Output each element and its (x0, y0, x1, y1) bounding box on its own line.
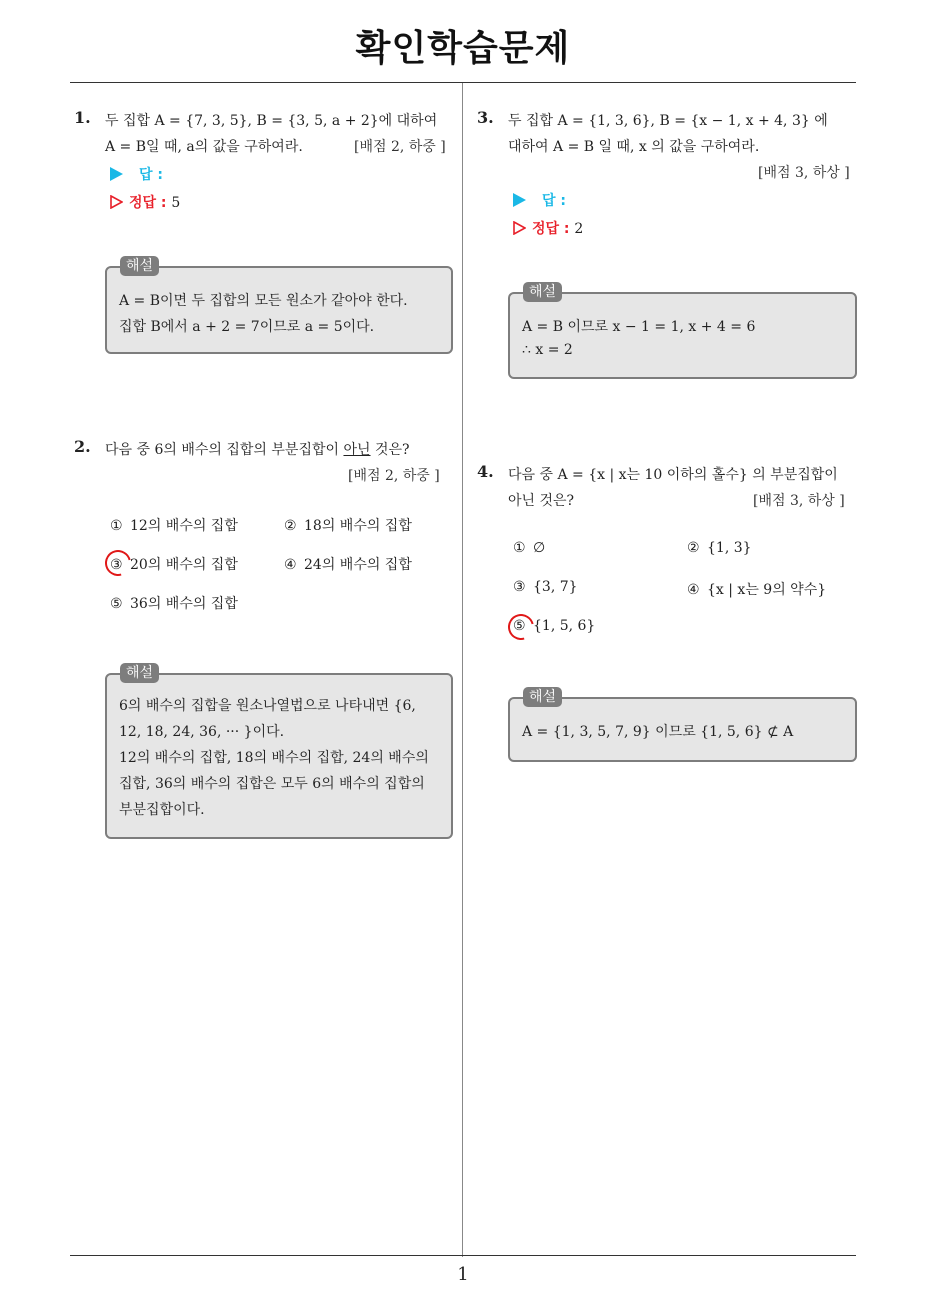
choice-5[interactable]: ⑤ 36의 배수의 집합 (110, 596, 238, 612)
question-1 (74, 108, 458, 368)
choice-2[interactable]: ② {1, 3} (687, 540, 752, 556)
solution-line4: 집합, 36의 배수의 집합은 모두 6의 배수의 집합의 (119, 776, 425, 792)
correct-answer-value: 2 (574, 221, 584, 237)
question-2 (74, 437, 458, 847)
question-number: 4. (477, 462, 494, 481)
solution-line1: A = {1, 3, 5, 7, 9} 이므로 {1, 5, 6} ⊄ A (522, 724, 794, 740)
outline-triangle-icon (513, 221, 526, 235)
answer-row (110, 164, 163, 184)
play-icon (513, 193, 526, 207)
solution-tag: 해설 (120, 663, 159, 683)
solution-box (508, 292, 857, 379)
outline-triangle-icon (110, 195, 123, 209)
question-text-line1: 두 집합 A = {1, 3, 6}, B = {x − 1, x + 4, 3} 에 (508, 113, 828, 129)
solution-line2: 집합 B에서 a + 2 = 7이므로 a = 5이다. (119, 319, 375, 335)
question-meta: [배점 3, 하상 ] (758, 165, 850, 181)
correct-answer-row (110, 192, 180, 212)
solution-tag: 해설 (120, 256, 159, 276)
answer-label: 답 : (542, 193, 566, 209)
question-text-line2: 아닌 것은? (508, 493, 575, 509)
page-title: 확인학습문제 (355, 28, 571, 69)
solution-tag: 해설 (523, 282, 562, 302)
page-number: 1 (457, 1264, 469, 1285)
column-divider (462, 83, 463, 1257)
solution-line1: 6의 배수의 집합을 원소나열법으로 나타내면 {6, (119, 698, 416, 714)
solution-line3: 12의 배수의 집합, 18의 배수의 집합, 24의 배수의 (119, 750, 429, 766)
solution-line5: 부분집합이다. (119, 802, 205, 818)
question-number: 1. (74, 108, 91, 127)
question-text-line1: 두 집합 A = {7, 3, 5}, B = {3, 5, a + 2}에 대하여 (105, 113, 438, 129)
choice-4[interactable]: ④ 24의 배수의 집합 (284, 557, 412, 573)
choice-1[interactable]: ① 12의 배수의 집합 (110, 518, 238, 534)
bottom-divider (70, 1255, 856, 1256)
question-text-line2: A = B일 때, a의 값을 구하여라. (105, 139, 303, 155)
answer-label: 답 : (139, 167, 163, 183)
choice-3[interactable]: ③ 20의 배수의 집합 (110, 557, 238, 573)
choice-4[interactable]: ④ {x | x는 9의 약수} (687, 582, 827, 598)
question-meta: [배점 3, 하상 ] (753, 493, 845, 509)
correct-label: 정답 : (129, 195, 167, 211)
correct-label: 정답 : (532, 221, 570, 237)
question-4 (477, 462, 861, 772)
solution-line1: A = B 이므로 x − 1 = 1, x + 4 = 6 (522, 319, 756, 335)
question-number: 2. (74, 437, 91, 456)
solution-box (508, 697, 857, 762)
solution-line1: A = B이면 두 집합의 모든 원소가 같아야 한다. (119, 293, 408, 309)
question-text-line1: 다음 중 6의 배수의 집합의 부분집합이 아닌 것은? (105, 442, 410, 458)
solution-line2: ∴ x = 2 (522, 342, 573, 358)
question-3 (477, 108, 861, 388)
top-divider (70, 82, 856, 83)
solution-box (105, 673, 453, 839)
question-meta: [배점 2, 하중 ] (348, 468, 440, 484)
choice-5[interactable]: ⑤ {1, 5, 6} (513, 618, 596, 634)
solution-box (105, 266, 453, 354)
correct-answer-value: 5 (171, 195, 181, 211)
question-number: 3. (477, 108, 494, 127)
solution-tag: 해설 (523, 687, 562, 707)
question-text-line2: 대하여 A = B 일 때, x 의 값을 구하여라. (508, 139, 760, 155)
choice-1[interactable]: ① ∅ (513, 540, 546, 556)
question-text-line1: 다음 중 A = {x | x는 10 이하의 홀수} 의 부분집합이 (508, 467, 838, 483)
choice-2[interactable]: ② 18의 배수의 집합 (284, 518, 412, 534)
choice-3[interactable]: ③ {3, 7} (513, 579, 578, 595)
play-icon (110, 167, 123, 181)
answer-mark-circle (100, 545, 136, 581)
answer-mark-circle (503, 609, 539, 645)
correct-answer-row (513, 218, 583, 238)
solution-line2: 12, 18, 24, 36, ··· }이다. (119, 724, 285, 740)
question-meta: [배점 2, 하중 ] (354, 139, 446, 155)
answer-row (513, 190, 566, 210)
